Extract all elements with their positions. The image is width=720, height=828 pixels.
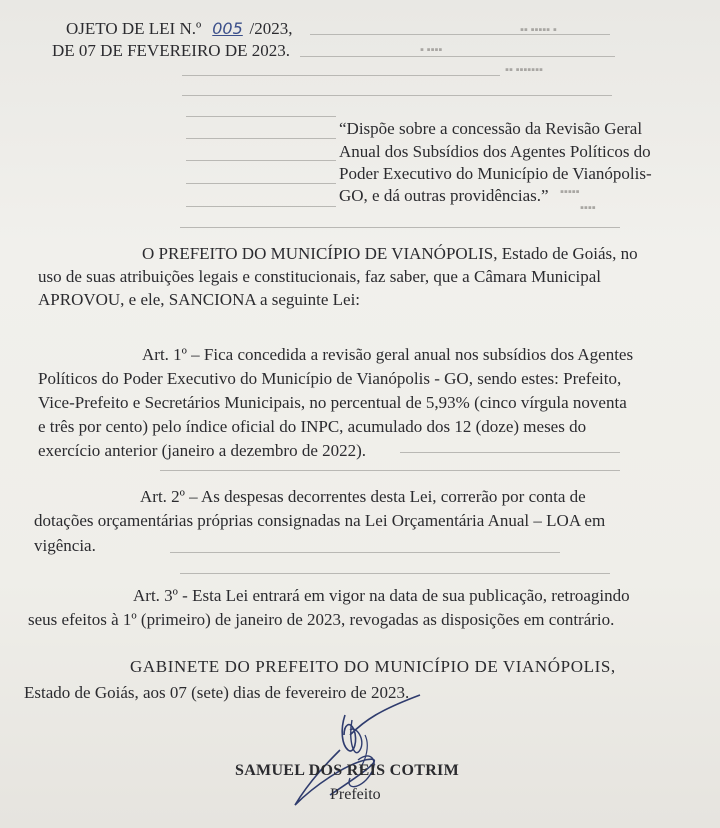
form-rule	[186, 116, 336, 117]
closing-line-2: Estado de Goiás, aos 07 (sete) dias de fevereiro de 2023.	[24, 683, 410, 702]
form-rule	[182, 75, 500, 76]
form-rule	[186, 183, 336, 184]
form-rule	[186, 138, 336, 139]
art2-line-1: Art. 2º – As despesas decorrentes desta Lei, correrão por conta de	[140, 487, 586, 506]
signatory-name: SAMUEL DOS REIS COTRIM	[235, 762, 459, 779]
art1-line-4: e três por cento) pelo índice oficial do INPC, acumulado dos 12 (doze) meses do	[38, 417, 587, 436]
preamble-line-1: O PREFEITO DO MUNICÍPIO DE VIANÓPOLIS, Estado de Goiás, no	[142, 244, 638, 263]
ementa-line-4: GO, e dá outras providências.”	[339, 186, 549, 205]
art3-line-1: Art. 3º - Esta Lei entrará em vigor na data de sua publicação, retroagindo	[133, 586, 630, 605]
form-rule	[400, 452, 620, 453]
art2-line-2: dotações orçamentárias próprias consignadas na Lei Orçamentária Anual – LOA em	[34, 511, 606, 530]
bill-number-handwritten: 005	[212, 19, 243, 38]
form-rule	[180, 227, 620, 228]
bill-title-suffix: /2023,	[249, 19, 293, 38]
bleed-through-mark: ▪ ▪▪▪▪▪ ▪▪	[520, 24, 557, 36]
bleed-through-mark: ▪▪▪▪	[580, 202, 596, 214]
preamble-line-2: uso de suas atribuições legais e constitucionais, faz saber, que a Câmara Municipal	[38, 267, 601, 286]
signatory-title: Prefeito	[330, 786, 381, 803]
form-rule	[180, 573, 610, 574]
ementa-line-2: Anual dos Subsídios dos Agentes Políticos do	[339, 142, 651, 161]
form-rule	[186, 160, 336, 161]
art2-line-3: vigência.	[34, 536, 96, 555]
form-rule	[186, 206, 336, 207]
form-rule	[300, 56, 615, 57]
ementa-line-3: Poder Executivo do Município de Vianópolis-	[339, 164, 652, 183]
bleed-through-mark: ▪▪▪▪ ▪	[420, 44, 443, 56]
form-rule	[310, 34, 610, 35]
ementa-line-1: “Dispõe sobre a concessão da Revisão Geral	[339, 119, 643, 138]
closing-line-1: GABINETE DO PREFEITO DO MUNICÍPIO DE VIANÓPOLIS,	[130, 657, 616, 676]
form-rule	[160, 470, 620, 471]
form-rule	[182, 95, 612, 96]
art1-line-3: Vice-Prefeito e Secretários Municipais, no percentual de 5,93% (cinco vírgula noventa	[38, 393, 627, 412]
form-rule	[170, 552, 560, 553]
art1-line-1: Art. 1º – Fica concedida a revisão geral anual nos subsídios dos Agentes	[142, 345, 634, 364]
bill-title-line1	[66, 20, 293, 37]
bleed-through-mark: ▪▪▪▪▪	[560, 186, 580, 198]
preamble-line-3: APROVOU, e ele, SANCIONA a seguinte Lei:	[38, 290, 361, 309]
bill-title-prefix: OJETO DE LEI N.º	[66, 19, 202, 38]
art1-line-5: exercício anterior (janeiro a dezembro de 2022).	[38, 441, 367, 460]
art1-line-2: Políticos do Poder Executivo do Município de Vianópolis - GO, sendo estes: Prefeito,	[38, 369, 622, 388]
art3-line-2: seus efeitos à 1º (primeiro) de janeiro de 2023, revogadas as disposições em contrário.	[28, 610, 615, 629]
bleed-through-mark: ▪▪▪▪▪▪▪ ▪▪	[505, 64, 543, 76]
bill-date-line: DE 07 DE FEVEREIRO DE 2023.	[52, 41, 290, 60]
